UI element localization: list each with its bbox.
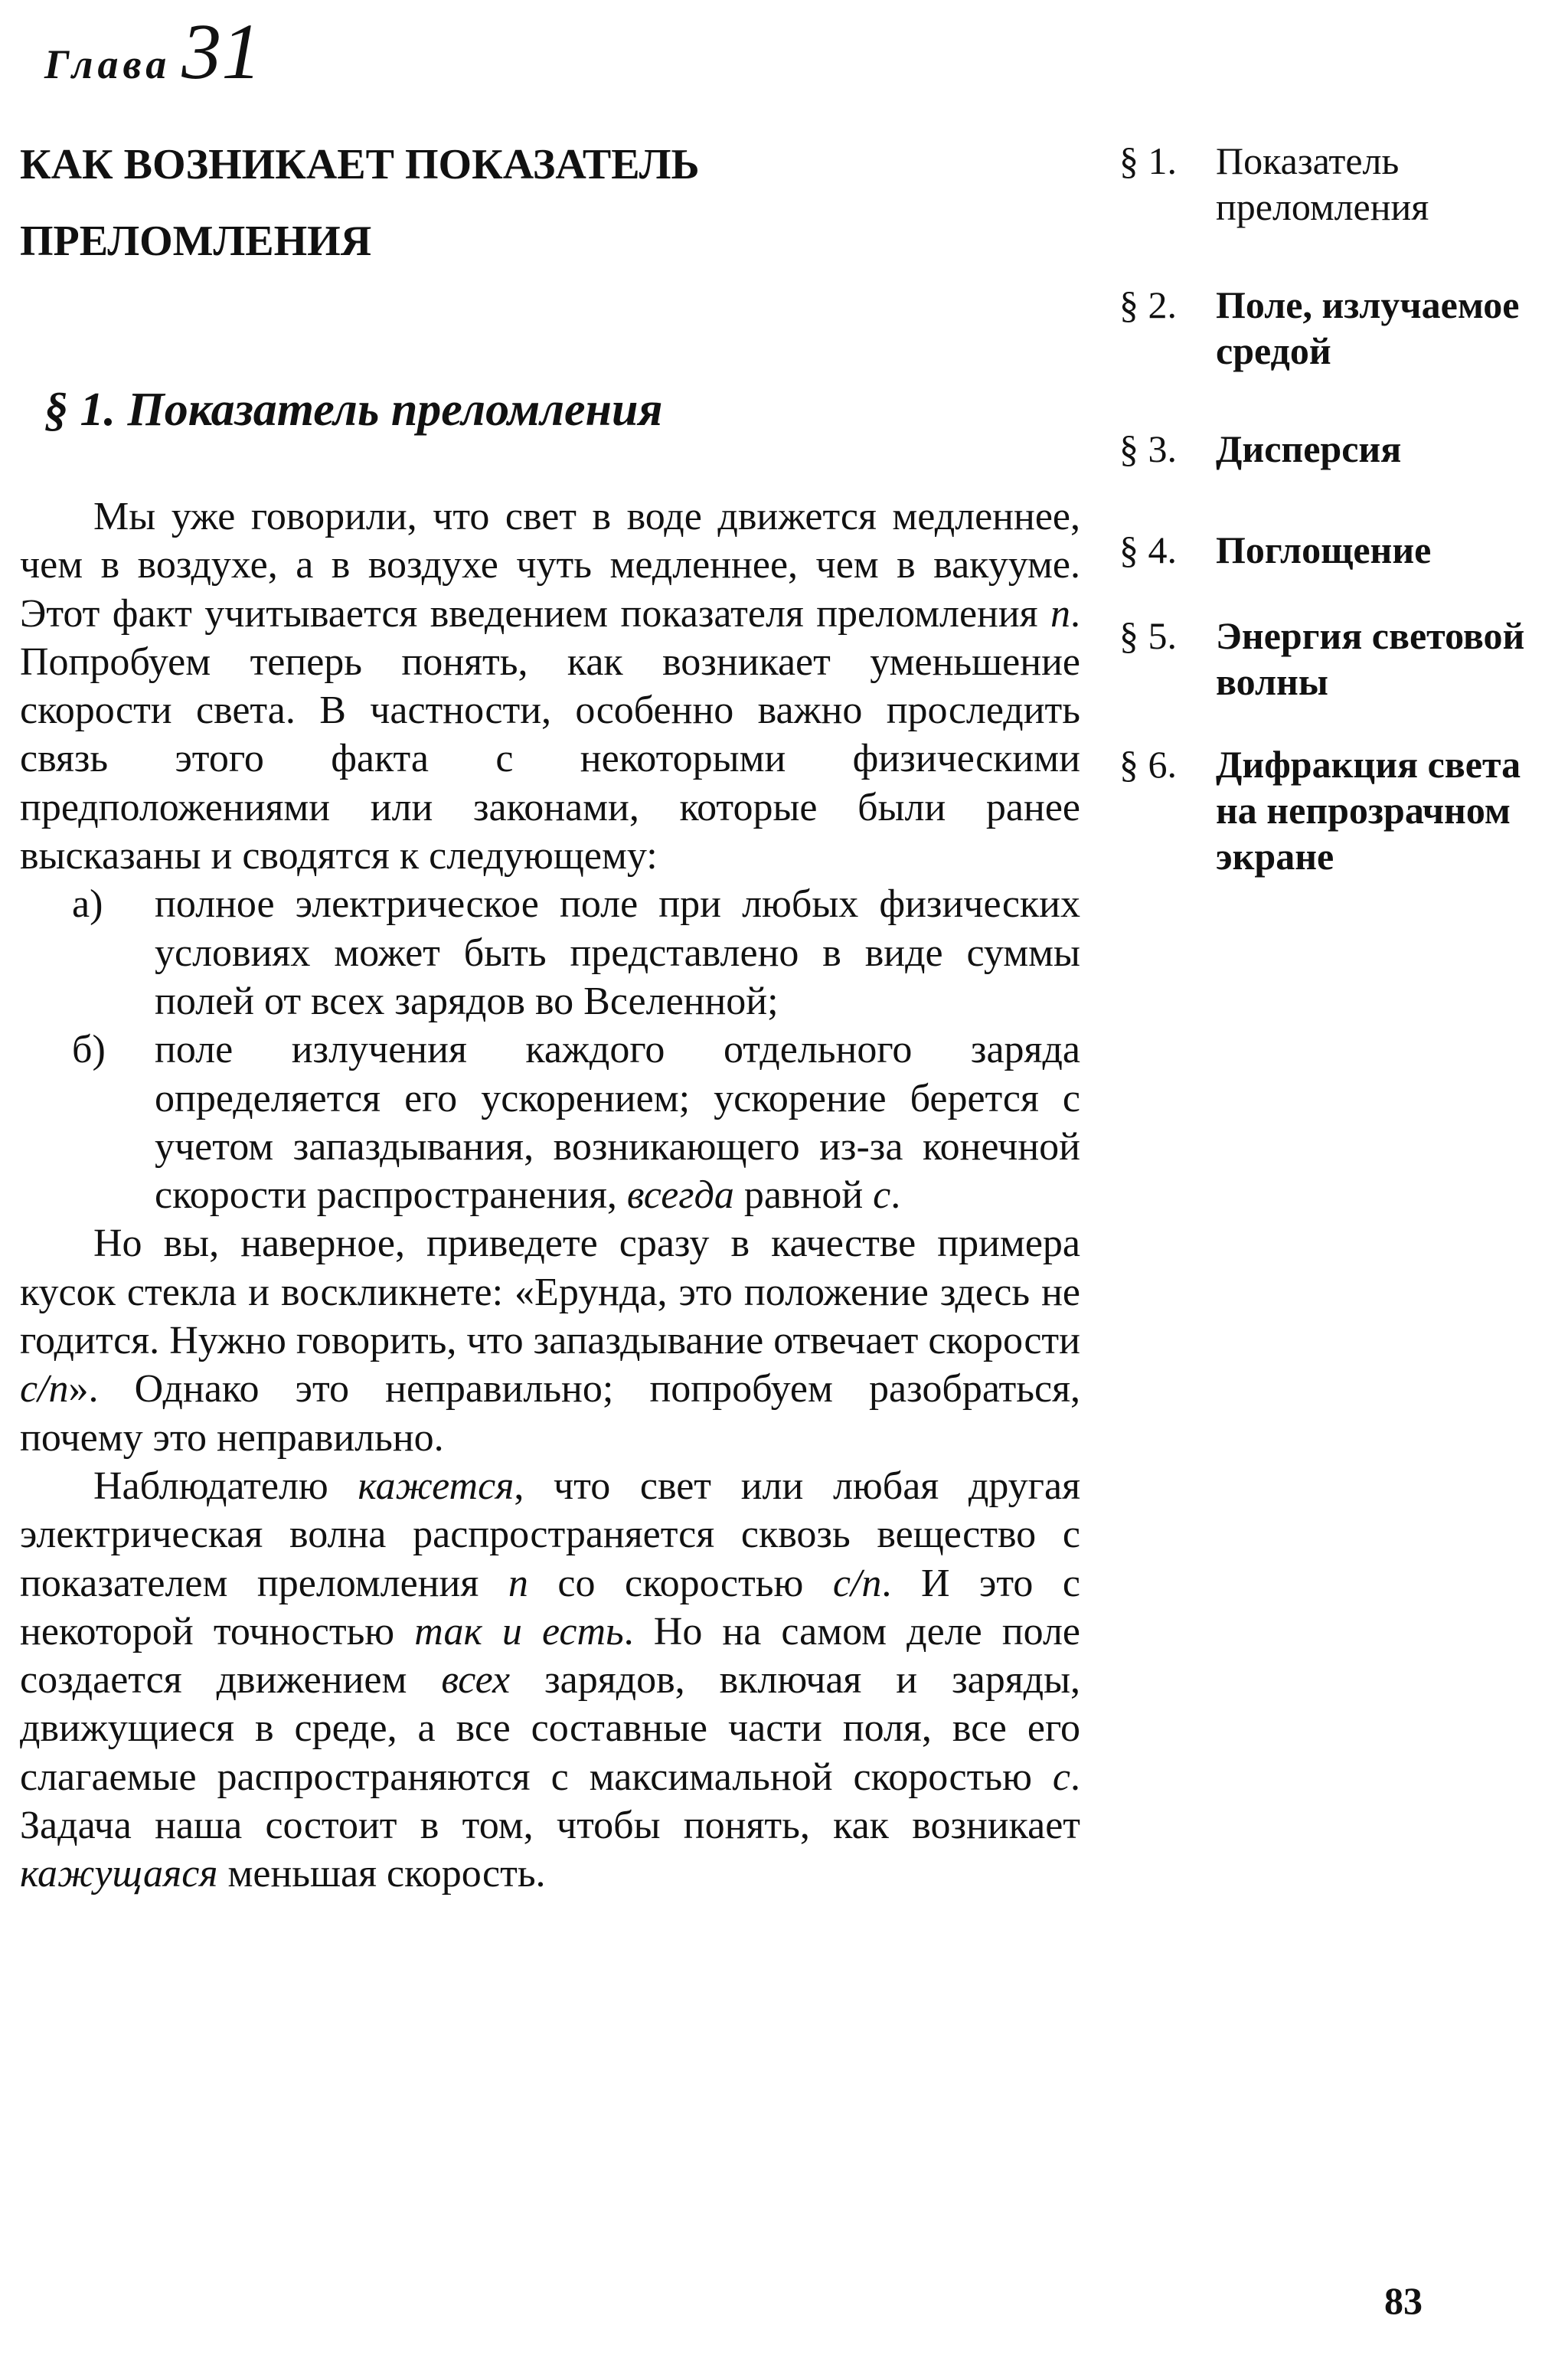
paragraph-2 [20,1219,1080,1461]
toc-number: § 3. [1119,427,1177,470]
chapter-label [44,6,261,97]
toc-item-4 [1119,527,1568,573]
paragraph-text: . И это с некоторой точностью [20,1561,1080,1653]
paragraph-text: . Но на самом деле поле создается движением [20,1609,1080,1703]
toc-item-1 [1119,138,1568,230]
list-marker: б) [72,1028,106,1072]
paragraph-text: ». Однако это неправильно; попробуем разобраться, почему это неправильно. [20,1367,1080,1460]
list-item-text: . [890,1173,901,1218]
chapter-title: КАК ВОЗНИКАЕТ ПОКАЗАТЕЛЬ ПРЕЛОМЛЕНИЯ [20,141,700,265]
toc-item-2 [1119,282,1568,374]
emphasis: c/n [20,1367,69,1411]
section-heading: § 1. Показатель преломления [44,384,663,436]
emphasis: n [1050,591,1070,636]
paragraph-text: зарядов, включая и заряды, движущиеся в среде, а все составные части поля, все его слагаемые распространяются с максимальной скоростью [20,1658,1080,1799]
list-item-text: поле излучения каждого отдельного заряда определяется его ускорением; ускорение берется с учетом запаздывания, возникающего из-за конечной скорости распространения, [155,1028,1080,1218]
toc-item-5 [1119,613,1568,705]
paragraph-text: со скоростью [528,1561,833,1605]
emphasis: всех [441,1658,511,1703]
emphasis: всегда [626,1173,734,1218]
chapter-number: 31 [181,8,262,96]
toc-title: Поглощение [1216,528,1432,571]
toc-number: § 5. [1119,614,1177,657]
paragraph-text: Наблюдателю [93,1464,358,1508]
emphasis: c [873,1173,891,1218]
emphasis: кажется [358,1464,514,1508]
paragraph-text: . Попробуем теперь понять, как возникает уменьшение скорости света. В частности, особенно важно проследить связь этого факта с некоторыми физическими предположениями или законами, которые были ранее высказаны и сводятся к следующему: [20,591,1080,878]
list-item-text: равной [733,1173,874,1218]
emphasis: кажущаяся [20,1852,218,1896]
list-item-text: полное электрическое поле при любых физических условиях может быть представлено в виде суммы полей от всех зарядов во Вселенной; [155,882,1080,1023]
paragraph-text: , что свет или любая другая электрическая волна распространяется сквозь вещество с показателем преломления [20,1464,1080,1605]
paragraph-3 [20,1462,1080,1899]
toc-title: Показатель преломления [1216,139,1429,228]
paragraph-1 [20,492,1080,880]
emphasis: c/n [832,1561,882,1605]
emphasis: c [1052,1755,1070,1799]
paragraph-text: меньшая скорость. [217,1852,546,1896]
toc-number: § 2. [1119,283,1177,326]
section-body [20,492,1080,1899]
list-marker: а) [72,882,103,927]
page-number: 83 [1384,2279,1423,2322]
chapter-word: Глава [44,41,172,87]
toc-item-6 [1119,741,1568,879]
list-item [20,1025,1080,1219]
toc-title: Дифракция света на непрозрачном экране [1216,743,1521,878]
toc-item-3 [1119,426,1568,472]
chapter-contents [1119,138,1568,931]
toc-title: Поле, излучаемое средой [1216,283,1520,372]
toc-number: § 4. [1119,528,1177,571]
toc-title: Дисперсия [1216,427,1402,470]
list-item [20,880,1080,1025]
toc-number: § 6. [1119,743,1177,786]
toc-title: Энергия световой волны [1216,614,1525,703]
paragraph-text: . Задача наша состоит в том, чтобы понять, как возникает [20,1755,1080,1848]
paragraph-text: Но вы, наверное, приведете сразу в качестве примера кусок стекла и воскликнете: «Ерунда, это положение здесь не годится. Нужно говорить, что запаздывание отвечает скорости [20,1222,1080,1363]
emphasis: n [508,1561,528,1605]
paragraph-text: Мы уже говорили, что свет в воде движется медленнее, чем в воздухе, а в воздухе чуть медленнее, чем в вакууме. Этот факт учитывается введением показателя преломления [20,495,1080,636]
principles-list [20,880,1080,1219]
toc-number: § 1. [1119,139,1177,182]
emphasis: так и есть [414,1609,624,1653]
